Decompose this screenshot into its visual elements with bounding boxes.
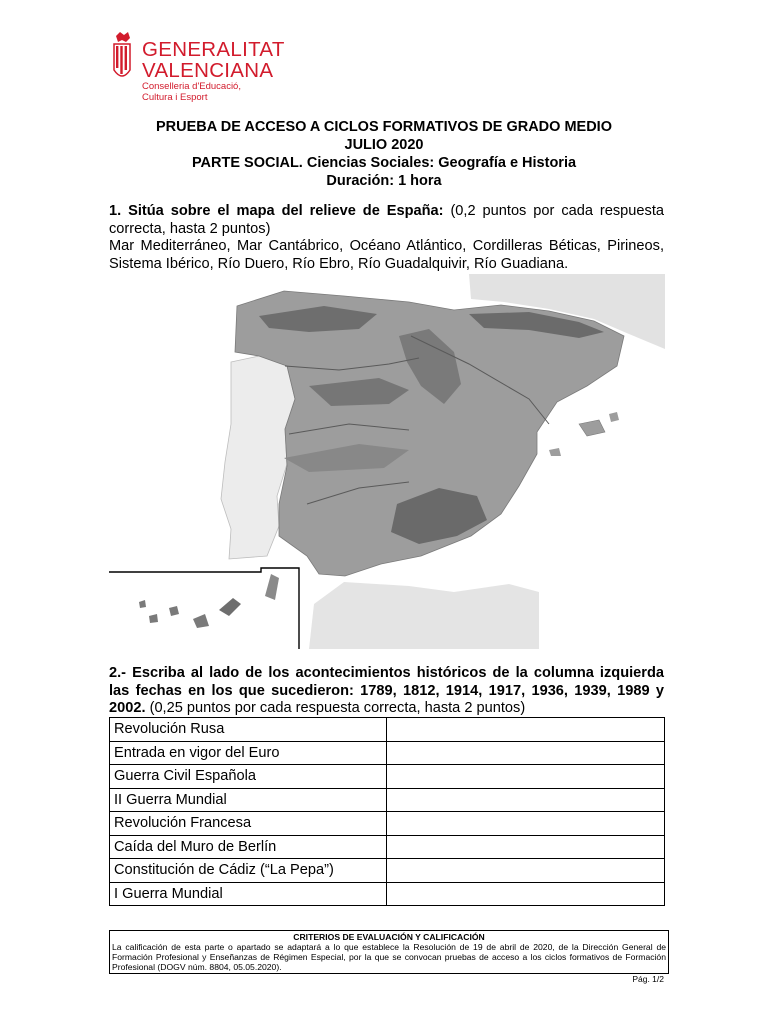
header-line-4: Duración: 1 hora bbox=[326, 173, 442, 189]
generalitat-logo bbox=[108, 30, 285, 108]
table-row bbox=[110, 812, 665, 836]
relief-map-of-spain bbox=[109, 274, 665, 649]
logo-line-1: GENERALITAT bbox=[142, 38, 285, 61]
date-answer-cell[interactable] bbox=[387, 882, 665, 906]
table-row bbox=[110, 788, 665, 812]
question-2-title: 2.- Escriba al lado de los acontecimientos históricos de la columna izquierda las fechas en los que sucedieron: 1789, 1812, 1914, 1917, 1936, 1939, 1989 y 2002. bbox=[109, 665, 664, 716]
criteria-title: CRITERIOS DE EVALUACIÓN Y CALIFICACIÓN bbox=[293, 932, 485, 942]
table-row bbox=[110, 859, 665, 883]
logo-sub-1: Conselleria d'Educació, bbox=[142, 81, 241, 92]
event-name: Guerra Civil Española bbox=[110, 765, 387, 789]
date-answer-cell[interactable] bbox=[387, 859, 665, 883]
date-answer-cell[interactable] bbox=[387, 788, 665, 812]
event-name: Revolución Francesa bbox=[110, 812, 387, 836]
event-name: Caída del Muro de Berlín bbox=[110, 835, 387, 859]
criteria-text: La calificación de esta parte o apartado se adaptará a lo que establece la Resolución de 19 de abril de 2020, de la Dirección General de Formación Profesional y Enseñanzas de Régimen Especial, por la que se convocan pruebas de acceso a los ciclos formativos de Formación Profesional (DOGV núm. 8804, 05.05.2020). bbox=[112, 942, 666, 972]
coat-of-arms-icon bbox=[108, 30, 136, 90]
date-answer-cell[interactable] bbox=[387, 765, 665, 789]
date-answer-cell[interactable] bbox=[387, 741, 665, 765]
date-answer-cell[interactable] bbox=[387, 812, 665, 836]
logo-line-2: VALENCIANA bbox=[142, 59, 274, 82]
evaluation-criteria-box bbox=[109, 930, 669, 974]
table-row bbox=[110, 741, 665, 765]
header-line-1: PRUEBA DE ACCESO A CICLOS FORMATIVOS DE GRADO MEDIO bbox=[156, 119, 612, 135]
page-number: Pág. 1/2 bbox=[632, 974, 664, 984]
exam-header bbox=[0, 118, 768, 190]
question-1 bbox=[109, 203, 664, 273]
logo-subtitle bbox=[142, 81, 241, 103]
date-answer-cell[interactable] bbox=[387, 718, 665, 742]
table-row bbox=[110, 765, 665, 789]
event-name: II Guerra Mundial bbox=[110, 788, 387, 812]
table-row bbox=[110, 718, 665, 742]
event-name: Revolución Rusa bbox=[110, 718, 387, 742]
table-row bbox=[110, 835, 665, 859]
table-row bbox=[110, 882, 665, 906]
question-1-title: 1. Sitúa sobre el mapa del relieve de España: bbox=[109, 203, 444, 219]
events-table bbox=[109, 717, 665, 906]
header-line-3: PARTE SOCIAL. Ciencias Sociales: Geografía e Historia bbox=[191, 155, 577, 171]
logo-sub-2: Cultura i Esport bbox=[142, 92, 208, 103]
question-2 bbox=[109, 665, 664, 718]
question-1-points: (0,2 puntos por cada respuesta correcta, hasta 2 puntos) bbox=[109, 203, 664, 237]
question-1-items: Mar Mediterráneo, Mar Cantábrico, Océano Atlántico, Cordilleras Béticas, Pirineos, Sistema Ibérico, Río Duero, Río Ebro, Río Guadalquivir, Río Guadiana. bbox=[109, 238, 664, 272]
header-line-2: JULIO 2020 bbox=[344, 137, 424, 153]
question-2-points: (0,25 puntos por cada respuesta correcta, hasta 2 puntos) bbox=[145, 700, 526, 716]
date-answer-cell[interactable] bbox=[387, 835, 665, 859]
event-name: I Guerra Mundial bbox=[110, 882, 387, 906]
event-name: Entrada en vigor del Euro bbox=[110, 741, 387, 765]
events-table-body bbox=[110, 718, 665, 906]
event-name: Constitución de Cádiz (“La Pepa”) bbox=[110, 859, 387, 883]
